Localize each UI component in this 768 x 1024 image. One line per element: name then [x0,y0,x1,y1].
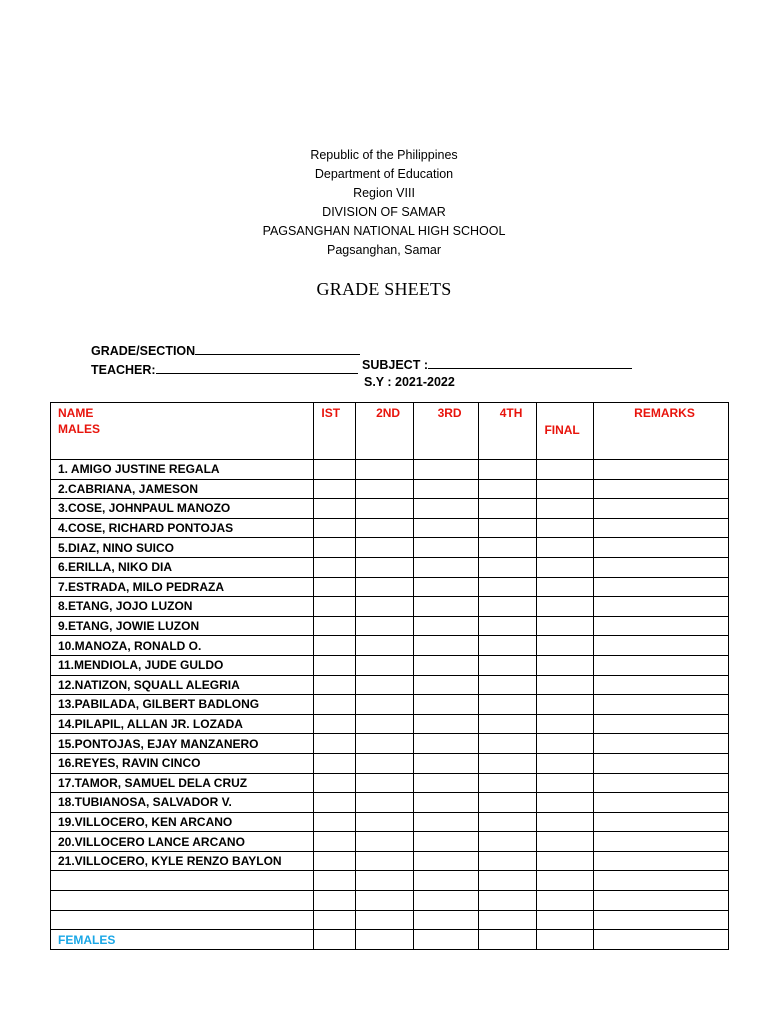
q3-cell[interactable] [414,832,478,852]
student-name-cell: 2.CABRIANA, JAMESON [51,479,314,499]
q2-cell[interactable] [355,675,414,695]
q4-cell[interactable] [478,557,537,577]
empty-row [51,871,729,891]
q4-cell[interactable] [478,538,537,558]
final-cell[interactable] [537,460,594,480]
final-cell[interactable] [537,910,594,930]
table-row [51,793,729,813]
student-name-cell: 19.VILLOCERO, KEN ARCANO [51,812,314,832]
student-name-cell: 3.COSE, JOHNPAUL MANOZO [51,499,314,519]
table-row [51,655,729,675]
q3-cell[interactable] [414,851,478,871]
q1-cell[interactable] [314,577,355,597]
header-males: MALES [58,422,100,436]
student-name-cell: 5.DIAZ, NINO SUICO [51,538,314,558]
q1-cell[interactable] [314,518,355,538]
q1-cell[interactable] [314,616,355,636]
q2-cell[interactable] [355,714,414,734]
student-name-cell: 13.PABILADA, GILBERT BADLONG [51,695,314,715]
q3-cell[interactable] [414,460,478,480]
final-cell[interactable] [537,753,594,773]
q2-cell[interactable] [355,695,414,715]
final-cell[interactable] [537,851,594,871]
teacher-label: TEACHER: [91,363,156,377]
q2-cell[interactable] [355,538,414,558]
q2-cell[interactable] [355,597,414,617]
student-name-cell: 9.ETANG, JOWIE LUZON [51,616,314,636]
remarks-cell[interactable] [594,851,729,871]
header-remarks: REMARKS [594,403,729,460]
remarks-cell[interactable] [594,616,729,636]
q4-cell[interactable] [478,577,537,597]
student-name-cell: 14.PILAPIL, ALLAN JR. LOZADA [51,714,314,734]
q2-cell[interactable] [355,636,414,656]
q2-cell[interactable] [355,753,414,773]
table-row [51,753,729,773]
q1-cell[interactable] [314,930,355,950]
q3-cell[interactable] [414,930,478,950]
q2-cell[interactable] [355,734,414,754]
table-row [51,734,729,754]
teacher-blank [156,361,358,374]
final-cell[interactable] [537,597,594,617]
final-cell[interactable] [537,832,594,852]
student-name-cell: 20.VILLOCERO LANCE ARCANO [51,832,314,852]
header-country: Republic of the Philippines [310,148,458,162]
table-row [51,557,729,577]
header-final: FINAL [537,403,594,460]
final-cell[interactable] [537,793,594,813]
q3-cell[interactable] [414,557,478,577]
q3-cell[interactable] [414,734,478,754]
header-department: Department of Education [314,166,454,181]
grade-section-label: GRADE/SECTION [91,344,196,358]
table-row [51,518,729,538]
remarks-cell[interactable] [594,499,729,519]
final-cell[interactable] [537,675,594,695]
final-cell[interactable] [537,499,594,519]
document-title: GRADE SHEETS [316,279,452,299]
subject-blank [428,356,632,369]
q1-cell[interactable] [314,793,355,813]
student-name-cell: 15.PONTOJAS, EJAY MANZANERO [51,734,314,754]
q3-cell[interactable] [414,714,478,734]
table-row [51,636,729,656]
table-row [51,460,729,480]
q4-cell[interactable] [478,773,537,793]
q4-cell[interactable] [478,891,537,911]
q2-cell[interactable] [355,891,414,911]
final-cell[interactable] [537,655,594,675]
q3-cell[interactable] [414,538,478,558]
final-cell[interactable] [537,479,594,499]
student-name-cell: 12.NATIZON, SQUALL ALEGRIA [51,675,314,695]
q3-cell[interactable] [414,616,478,636]
remarks-cell[interactable] [594,773,729,793]
q2-cell[interactable] [355,793,414,813]
remarks-cell[interactable] [594,910,729,930]
q1-cell[interactable] [314,597,355,617]
final-cell[interactable] [537,891,594,911]
table-row [51,538,729,558]
q4-cell[interactable] [478,851,537,871]
remarks-cell[interactable] [594,636,729,656]
q2-cell[interactable] [355,832,414,852]
header-address: Pagsanghan, Samar [327,242,441,257]
remarks-cell[interactable] [594,577,729,597]
final-cell[interactable] [537,773,594,793]
remarks-cell[interactable] [594,518,729,538]
q1-cell[interactable] [314,479,355,499]
student-name-cell [51,871,314,891]
header-school: PAGSANGHAN NATIONAL HIGH SCHOOL [262,223,506,238]
table-row [51,812,729,832]
q3-cell[interactable] [414,636,478,656]
remarks-cell[interactable] [594,714,729,734]
table-row [51,851,729,871]
student-name-cell: 6.ERILLA, NIKO DIA [51,557,314,577]
q3-cell[interactable] [414,518,478,538]
q1-cell[interactable] [314,753,355,773]
q1-cell[interactable] [314,655,355,675]
remarks-cell[interactable] [594,891,729,911]
q4-cell[interactable] [478,499,537,519]
final-cell[interactable] [537,577,594,597]
q2-cell[interactable] [355,557,414,577]
table-row [51,695,729,715]
student-name-cell: 7.ESTRADA, MILO PEDRAZA [51,577,314,597]
empty-row [51,910,729,930]
q1-cell[interactable] [314,871,355,891]
q4-cell[interactable] [478,793,537,813]
table-row [51,499,729,519]
q2-cell[interactable] [355,910,414,930]
q4-cell[interactable] [478,479,537,499]
q2-cell[interactable] [355,616,414,636]
q1-cell[interactable] [314,538,355,558]
student-name-cell [51,891,314,911]
empty-row [51,891,729,911]
remarks-cell[interactable] [594,557,729,577]
q4-cell[interactable] [478,460,537,480]
remarks-cell[interactable] [594,753,729,773]
q1-cell[interactable] [314,851,355,871]
final-cell[interactable] [537,734,594,754]
q3-cell[interactable] [414,871,478,891]
header-name-cell [51,403,314,460]
subject-label: SUBJECT : [362,358,428,372]
remarks-cell[interactable] [594,793,729,813]
remarks-cell[interactable] [594,930,729,950]
final-cell[interactable] [537,695,594,715]
q4-cell[interactable] [478,616,537,636]
q2-cell[interactable] [355,930,414,950]
q2-cell[interactable] [355,518,414,538]
table-row [51,597,729,617]
header-region: Region VIII [353,185,415,200]
q3-cell[interactable] [414,773,478,793]
school-year: S.Y : 2021-2022 [364,375,455,389]
q4-cell[interactable] [478,655,537,675]
final-cell[interactable] [537,557,594,577]
student-name-cell: 10.MANOZA, RONALD O. [51,636,314,656]
final-cell[interactable] [537,812,594,832]
student-name-cell [51,910,314,930]
q3-cell[interactable] [414,499,478,519]
remarks-cell[interactable] [594,675,729,695]
q4-cell[interactable] [478,930,537,950]
remarks-cell[interactable] [594,460,729,480]
student-name-cell: 4.COSE, RICHARD PONTOJAS [51,518,314,538]
females-row [51,930,729,950]
table-row [51,577,729,597]
table-row [51,479,729,499]
remarks-cell[interactable] [594,832,729,852]
q2-cell[interactable] [355,773,414,793]
student-name-cell: 1. AMIGO JUSTINE REGALA [51,460,314,480]
q4-cell[interactable] [478,832,537,852]
q4-cell[interactable] [478,518,537,538]
q4-cell[interactable] [478,636,537,656]
grade-section-blank [195,342,360,355]
q1-cell[interactable] [314,734,355,754]
q4-cell[interactable] [478,714,537,734]
q4-cell[interactable] [478,695,537,715]
q3-cell[interactable] [414,891,478,911]
q3-cell[interactable] [414,655,478,675]
q3-cell[interactable] [414,675,478,695]
q4-cell[interactable] [478,812,537,832]
q4-cell[interactable] [478,753,537,773]
q3-cell[interactable] [414,597,478,617]
grade-table [50,402,729,950]
student-name-cell: 17.TAMOR, SAMUEL DELA CRUZ [51,773,314,793]
q4-cell[interactable] [478,871,537,891]
remarks-cell[interactable] [594,812,729,832]
q2-cell[interactable] [355,479,414,499]
final-cell[interactable] [537,518,594,538]
header-q1: IST [314,403,355,460]
remarks-cell[interactable] [594,655,729,675]
q3-cell[interactable] [414,695,478,715]
q4-cell[interactable] [478,597,537,617]
remarks-cell[interactable] [594,734,729,754]
q3-cell[interactable] [414,910,478,930]
student-name-cell: 16.REYES, RAVIN CINCO [51,753,314,773]
subject-field [362,356,632,372]
header-name: NAME [58,406,94,420]
student-name-cell: 18.TUBIANOSA, SALVADOR V. [51,793,314,813]
remarks-cell[interactable] [594,597,729,617]
header-q3: 3RD [414,403,478,460]
q1-cell[interactable] [314,636,355,656]
final-cell[interactable] [537,930,594,950]
q3-cell[interactable] [414,577,478,597]
q1-cell[interactable] [314,460,355,480]
remarks-cell[interactable] [594,538,729,558]
header-division: DIVISION OF SAMAR [322,204,446,219]
grade-section-field [91,342,360,358]
remarks-cell[interactable] [594,871,729,891]
q2-cell[interactable] [355,871,414,891]
q1-cell[interactable] [314,891,355,911]
remarks-cell[interactable] [594,479,729,499]
q3-cell[interactable] [414,753,478,773]
q4-cell[interactable] [478,675,537,695]
q3-cell[interactable] [414,793,478,813]
student-name-cell: FEMALES [51,930,314,950]
letterhead [0,146,768,259]
q2-cell[interactable] [355,460,414,480]
teacher-field [91,361,358,377]
q1-cell[interactable] [314,557,355,577]
table-row [51,616,729,636]
table-row [51,832,729,852]
final-cell[interactable] [537,538,594,558]
student-name-cell: 21.VILLOCERO, KYLE RENZO BAYLON [51,851,314,871]
q4-cell[interactable] [478,910,537,930]
q1-cell[interactable] [314,499,355,519]
q1-cell[interactable] [314,812,355,832]
q1-cell[interactable] [314,695,355,715]
q2-cell[interactable] [355,577,414,597]
table-row [51,714,729,734]
q1-cell[interactable] [314,773,355,793]
q2-cell[interactable] [355,851,414,871]
header-q4: 4TH [478,403,537,460]
final-cell[interactable] [537,714,594,734]
q2-cell[interactable] [355,655,414,675]
final-cell[interactable] [537,871,594,891]
q3-cell[interactable] [414,479,478,499]
q4-cell[interactable] [478,734,537,754]
q1-cell[interactable] [314,910,355,930]
student-name-cell: 8.ETANG, JOJO LUZON [51,597,314,617]
q1-cell[interactable] [314,832,355,852]
student-name-cell: 11.MENDIOLA, JUDE GULDO [51,655,314,675]
final-cell[interactable] [537,636,594,656]
q2-cell[interactable] [355,812,414,832]
q1-cell[interactable] [314,675,355,695]
table-row [51,773,729,793]
q2-cell[interactable] [355,499,414,519]
q3-cell[interactable] [414,812,478,832]
final-cell[interactable] [537,616,594,636]
remarks-cell[interactable] [594,695,729,715]
table-header-row [51,403,729,460]
q1-cell[interactable] [314,714,355,734]
header-q2: 2ND [355,403,414,460]
table-row [51,675,729,695]
